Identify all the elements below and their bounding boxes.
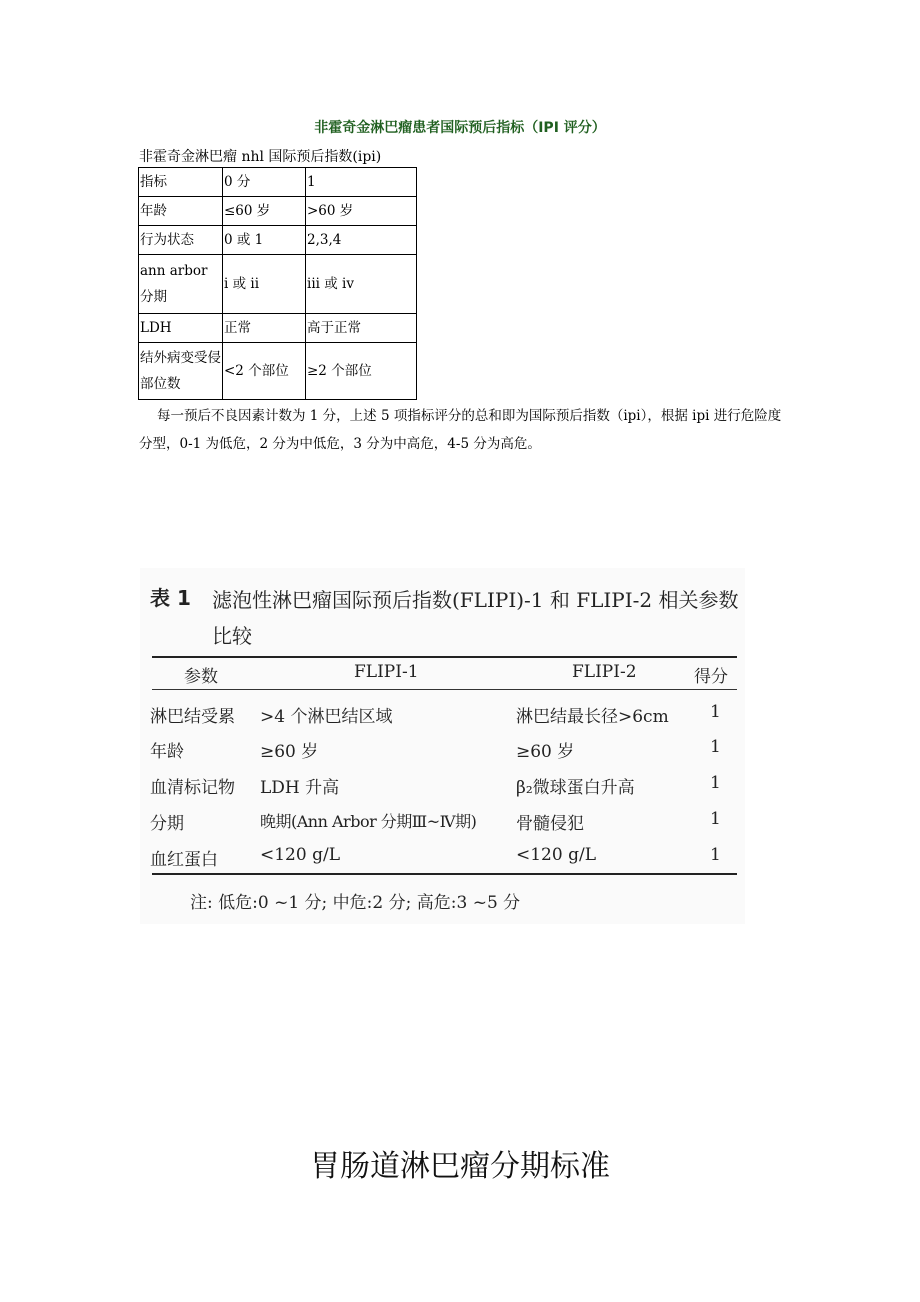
flipi-cell: >4 个淋巴结区域 <box>260 707 393 727</box>
flipi-cell: 血红蛋白 <box>150 850 218 870</box>
flipi-header-flipi2: FLIPI-2 <box>572 662 637 682</box>
flipi-cell: ≥60 岁 <box>516 742 575 762</box>
rule-top <box>152 656 737 658</box>
table-cell: 正常 <box>223 314 306 343</box>
flipi-cell: 1 <box>710 737 721 757</box>
flipi-cell: 分期 <box>150 814 184 834</box>
flipi-table-number: 表 1 <box>150 586 191 610</box>
table-cell: iii 或 iv <box>306 255 417 314</box>
table-row <box>139 255 417 314</box>
flipi-cell: <120 g/L <box>260 845 340 865</box>
flipi-cell: 1 <box>710 773 721 793</box>
table-cell: 0 或 1 <box>223 226 306 255</box>
flipi-cell: 淋巴结最长径>6cm <box>516 707 669 727</box>
flipi-cell: β₂微球蛋白升高 <box>516 778 635 798</box>
table-cell: 0 分 <box>223 168 306 197</box>
table-cell: ≥2 个部位 <box>306 343 417 400</box>
table-cell: 1 <box>306 168 417 197</box>
flipi-cell: 1 <box>710 845 721 865</box>
flipi-cell: <120 g/L <box>516 845 596 865</box>
table-cell: 年龄 <box>139 197 223 226</box>
flipi-note: 注: 低危:0 ~1 分; 中危:2 分; 高危:3 ~5 分 <box>190 893 521 913</box>
table-cell: LDH <box>139 314 223 343</box>
table-row <box>139 314 417 343</box>
flipi-title: 滤泡性淋巴瘤国际预后指数(FLIPI)-1 和 FLIPI-2 相关参数比较 <box>212 588 739 648</box>
table-cell: 结外病变受侵部位数 <box>139 343 223 400</box>
table-cell: ann arbor 分期 <box>139 255 223 314</box>
table-cell: ≤60 岁 <box>223 197 306 226</box>
flipi-cell: 淋巴结受累 <box>150 707 235 727</box>
flipi-table-image <box>140 568 745 924</box>
table-cell: <2 个部位 <box>223 343 306 400</box>
ipi-note <box>139 402 789 458</box>
table-row <box>139 197 417 226</box>
rule-bottom <box>152 873 737 875</box>
flipi-header-flipi1: FLIPI-1 <box>354 662 419 682</box>
ipi-table <box>138 167 417 400</box>
flipi-cell: 1 <box>710 809 721 829</box>
flipi-cell: 骨髓侵犯 <box>516 814 584 834</box>
flipi-header-param: 参数 <box>184 667 218 687</box>
table-cell: 行为状态 <box>139 226 223 255</box>
ipi-caption: 非霍奇金淋巴瘤 nhl 国际预后指数(ipi) <box>139 149 382 165</box>
table-cell: 2,3,4 <box>306 226 417 255</box>
table-cell: 指标 <box>139 168 223 197</box>
rule-mid <box>152 689 737 690</box>
table-row <box>139 226 417 255</box>
flipi-header-score: 得分 <box>694 667 728 687</box>
flipi-cell: LDH 升高 <box>260 778 340 798</box>
ipi-heading: 非霍奇金淋巴瘤患者国际预后指标（IPI 评分） <box>314 120 606 136</box>
table-cell: i 或 ii <box>223 255 306 314</box>
flipi-cell: 血清标记物 <box>150 778 235 798</box>
flipi-cell: 1 <box>710 702 721 722</box>
flipi-cell: ≥60 岁 <box>260 742 319 762</box>
section-title: 胃肠道淋巴瘤分期标准 <box>310 1149 610 1184</box>
table-row <box>139 168 417 197</box>
flipi-cell: 晚期(Ann Arbor 分期Ⅲ~Ⅳ期) <box>260 812 477 831</box>
flipi-cell: 年龄 <box>150 742 184 762</box>
table-row <box>139 343 417 400</box>
table-cell: 高于正常 <box>306 314 417 343</box>
ipi-note-text: 每一预后不良因素计数为 1 分，上述 5 项指标评分的总和即为国际预后指数（ipi），根据 ipi 进行危险度分型，0-1 为低危，2 分为中低危，3 分为中高危，4-5 分为高危。 <box>139 408 782 452</box>
table-cell: >60 岁 <box>306 197 417 226</box>
